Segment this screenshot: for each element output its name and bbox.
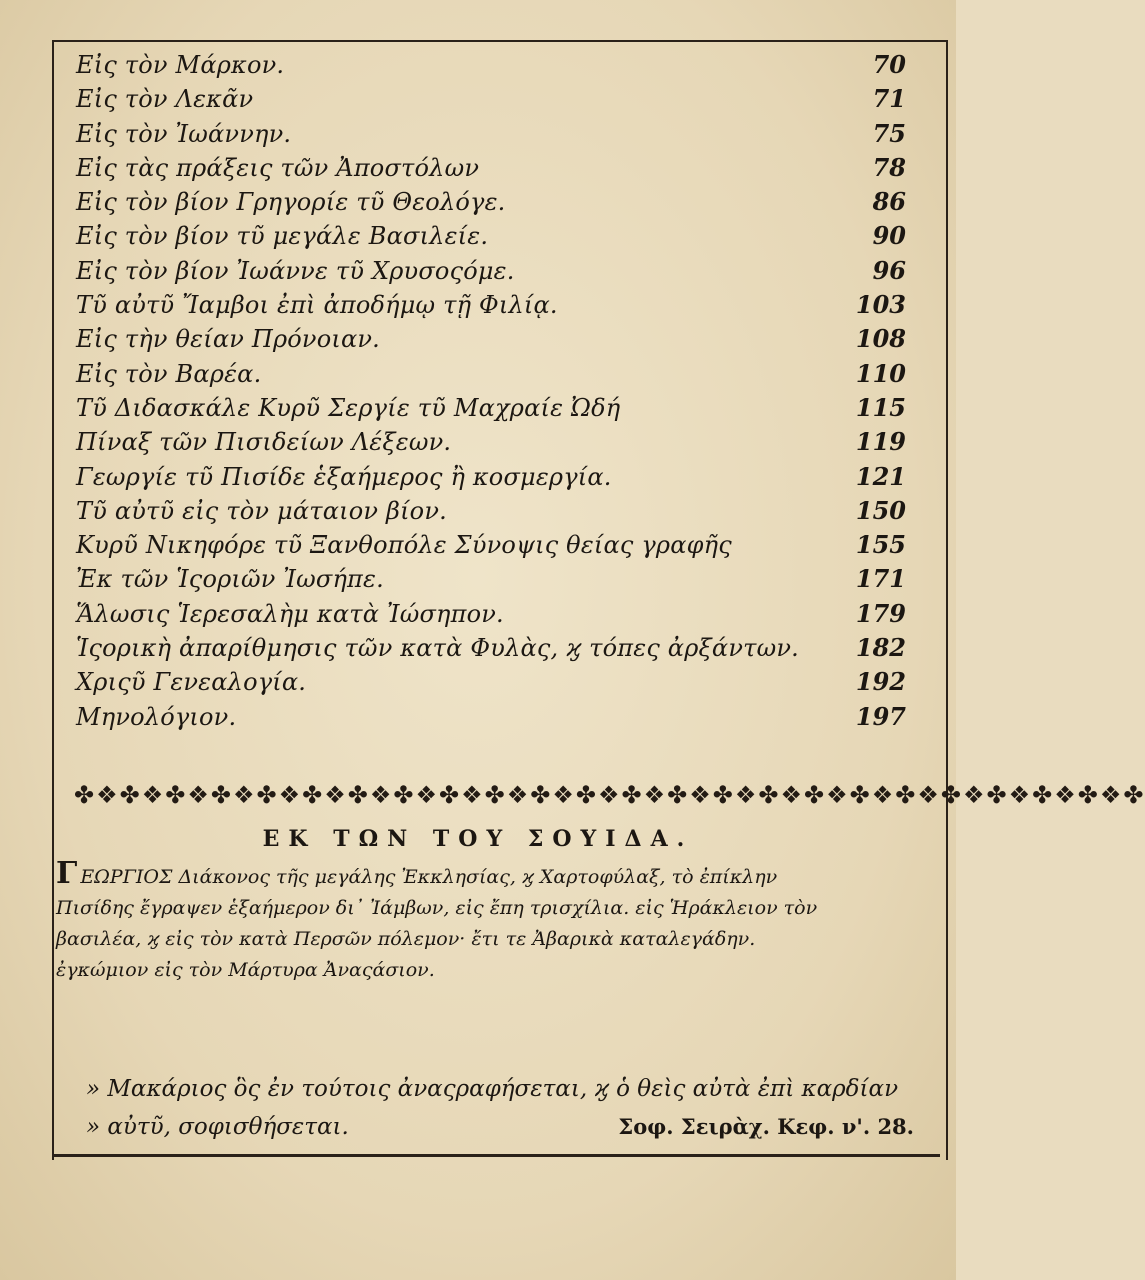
toc-entry-page: 103 (855, 290, 906, 320)
toc-entry (60, 322, 920, 356)
toc-entry-page: 182 (855, 633, 906, 663)
toc-entry (60, 117, 920, 151)
toc-entry (60, 700, 920, 734)
toc-entry-page: 197 (855, 701, 906, 731)
toc-entry-title: Εἰς τὸν βίον Ἰωάννε τῦ Χρυσοςόμε. (76, 256, 515, 285)
toc-entry-title: Ἐκ τῶν Ἱςοριῶν Ἰωσήπε. (76, 565, 384, 594)
toc-entry-page: 121 (855, 461, 906, 491)
toc-entry-title: Εἰς τὸν Ἰωάννην. (76, 119, 292, 148)
toc-entry-page: 179 (855, 598, 906, 628)
toc-entry-page: 192 (855, 667, 906, 697)
section-heading: ΕΚ ΤΩΝ ΤΟΥ ΣΟΥΙΔΑ. (262, 826, 694, 852)
suida-line-4: ἐγκώμιον εἰς τὸν Μάρτυρα Ἀναςάσιον. (56, 959, 435, 981)
toc-entry-title: Μηνολόγιον. (76, 702, 237, 731)
toc-entry-title: Εἰς τὸν βίον τῦ μεγάλε Βασιλείε. (76, 222, 489, 251)
toc-entry-title: Ἱςορικὴ ἀπαρίθμησις τῶν κατὰ Φυλὰς, ϗ τόπες ἀρξάντων. (76, 634, 799, 663)
toc-entry-page: 78 (872, 152, 906, 182)
toc-entry-title: Ἅλωσις Ἱερεσαλὴμ κατὰ Ἰώσηπον. (76, 599, 504, 628)
toc-entry-page: 86 (872, 187, 906, 217)
quote-line-2 (86, 1108, 936, 1146)
suida-line-2: Πισίδης ἔγραψεν ἑξαήμερον δι᾿ Ἰάμβων, εἰς ἔπη τρισχίλια. εἰς Ἡράκλειον τὸν (56, 897, 818, 919)
toc-entry (60, 597, 920, 631)
toc-entry (60, 391, 920, 425)
toc-entry-title: Τῦ Διδασκάλε Κυρῦ Σεργίε τῦ Μαχραίε Ὠδή (76, 393, 621, 422)
toc-entry-title: Εἰς τὸν Βαρέα. (76, 359, 262, 388)
toc-entry-title: Εἰς τὴν θείαν Πρόνοιαν. (76, 325, 381, 354)
toc-entry-page: 70 (872, 50, 906, 79)
suida-line-3: βασιλέα, ϗ εἰς τὸν κατὰ Περσῶν πόλεμον· ἔτι τε Ἀβαρικὰ καταλεγάδην. (56, 928, 756, 950)
toc-entry (60, 562, 920, 596)
toc-entry (60, 48, 920, 82)
toc-entry (60, 82, 920, 116)
toc-entry (60, 631, 920, 665)
toc-entry-title: Πίναξ τῶν Πισιδείων Λέξεων. (76, 428, 452, 457)
toc-entry-page: 119 (855, 427, 906, 457)
toc-entry-title: Τῦ αὐτῦ εἰς τὸν μάταιον βίον. (76, 496, 447, 525)
toc-entry-page: 155 (855, 530, 906, 560)
toc-entry (60, 357, 920, 391)
toc-entry-title: Εἰς τὸν βίον Γρηγορίε τῦ Θεολόγε. (76, 188, 506, 217)
quote-line-2-text: » αὐτῦ, σοφισθήσεται. (86, 1114, 349, 1140)
quote-citation: Σοφ. Σειρὰχ. Κεφ. ν'. 28. (618, 1114, 914, 1139)
toc-entry-title: Τῦ αὐτῦ Ἴαμβοι ἐπὶ ἀποδήμῳ τῇ Φιλίᾳ. (76, 291, 558, 320)
toc-entry-title: Εἰς τὸν Μάρκον. (76, 51, 285, 79)
suida-entry (56, 858, 936, 986)
ornamental-divider: ✤❖✤❖✤❖✤❖✤❖✤❖✤❖✤❖✤❖✤❖✤❖✤❖✤❖✤❖✤❖✤❖✤❖✤❖✤❖✤❖✤❖✤❖✤❖✤ (74, 781, 1145, 809)
suida-line-1: ΓΕΩΡΓΙΟΣ Διάκονος τῆς μεγάλης Ἐκκλησίας, ϗ Χαρτοφύλαξ, τὸ ἐπίκλην (56, 856, 778, 891)
drop-cap: Γ (56, 856, 78, 891)
quote-line-1: » Μακάριος ὃς ἐν τούτοις ἀναςραφήσεται, ϗ ὁ θεὶς αὐτὰ ἐπὶ καρδίαν (86, 1076, 899, 1102)
toc-entry-title: Κυρῦ Νικηφόρε τῦ Ξανθοπόλε Σύνοψις θείας γραφῆς (76, 531, 732, 560)
scripture-quote (86, 1070, 936, 1146)
toc-entry (60, 494, 920, 528)
toc-entry (60, 151, 920, 185)
toc-entry (60, 460, 920, 494)
toc-entry-title: Εἰς τὰς πράξεις τῶν Ἀποστόλων (76, 153, 480, 182)
toc-entry (60, 185, 920, 219)
table-of-contents (60, 48, 920, 734)
toc-entry-page: 110 (855, 358, 906, 388)
toc-entry-page: 150 (855, 495, 906, 525)
toc-entry (60, 665, 920, 699)
toc-entry-title: Εἰς τὸν Λεκᾶν (76, 85, 254, 114)
toc-entry-page: 96 (872, 255, 906, 285)
toc-entry-title: Γεωργίε τῦ Πισίδε ἑξαήμερος ἢ κοσμεργία. (76, 462, 612, 491)
toc-entry (60, 528, 920, 562)
toc-entry (60, 425, 920, 459)
toc-entry-page: 75 (872, 118, 906, 148)
bottom-rule (52, 1154, 940, 1157)
toc-entry-page: 108 (855, 324, 906, 354)
toc-entry (60, 254, 920, 288)
toc-entry (60, 288, 920, 322)
toc-entry (60, 219, 920, 253)
toc-entry-title: Χριςῦ Γενεαλογία. (76, 668, 307, 697)
toc-entry-page: 71 (872, 84, 906, 114)
toc-entry-page: 171 (855, 564, 906, 594)
toc-entry-page: 90 (872, 221, 906, 251)
toc-entry-page: 115 (855, 392, 906, 422)
